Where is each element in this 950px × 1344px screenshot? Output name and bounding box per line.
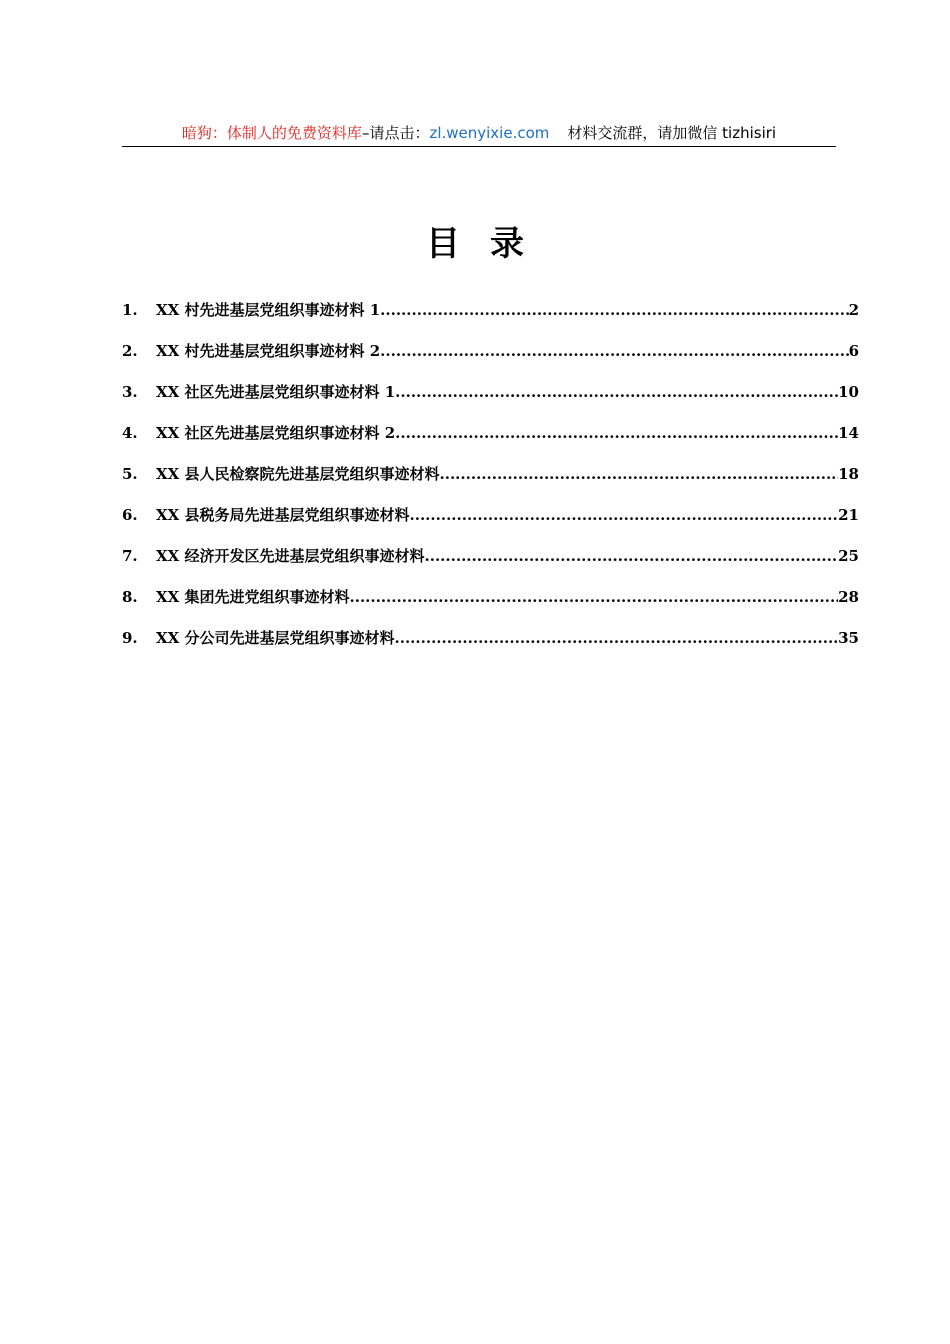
toc-entry-6[interactable] <box>122 503 859 544</box>
toc-entry-title: XX 社区先进基层党组织事迹材料 2 <box>156 424 396 442</box>
toc-entry-title: XX 经济开发区先进基层党组织事迹材料 <box>156 547 425 565</box>
header-url-link[interactable]: zl.wenyixie.com <box>429 124 550 142</box>
page-title: 目录 <box>426 224 554 264</box>
toc-entry-page: 18 <box>838 465 859 483</box>
toc-leader-dots <box>395 421 838 445</box>
toc-entry-4[interactable] <box>122 421 859 462</box>
toc-entry-2[interactable] <box>122 339 859 380</box>
toc-leader-dots <box>395 626 839 650</box>
toc-entry-title: XX 县税务局先进基层党组织事迹材料 <box>156 506 410 524</box>
toc-entry-5[interactable] <box>122 462 859 503</box>
toc-entry-title: XX 社区先进基层党组织事迹材料 1 <box>156 383 396 401</box>
toc-entry-1[interactable] <box>122 298 859 339</box>
toc-entry-8[interactable] <box>122 585 859 626</box>
table-of-contents <box>122 298 859 667</box>
toc-entry-page: 6 <box>848 342 859 360</box>
header-group-text: 材料交流群，请加微信 tizhisiri <box>567 124 777 142</box>
toc-entry-number: 5. <box>122 465 138 483</box>
header-site-name: 暗狗：体制人的免费资料库 <box>181 124 362 142</box>
toc-leader-dots <box>425 544 839 568</box>
toc-entry-7[interactable] <box>122 544 859 585</box>
toc-entry-9[interactable] <box>122 626 859 667</box>
toc-leader-dots <box>395 380 838 404</box>
toc-entry-number: 6. <box>122 506 138 524</box>
toc-entry-page: 2 <box>848 301 859 319</box>
toc-entry-number: 2. <box>122 342 138 360</box>
toc-entry-title: XX 村先进基层党组织事迹材料 2 <box>156 342 381 360</box>
toc-entry-page: 35 <box>838 629 859 647</box>
toc-entry-number: 9. <box>122 629 138 647</box>
page-header <box>122 122 836 147</box>
toc-entry-page: 14 <box>838 424 859 442</box>
toc-entry-3[interactable] <box>122 380 859 421</box>
toc-entry-title: XX 集团先进党组织事迹材料 <box>156 588 350 606</box>
toc-entry-number: 8. <box>122 588 138 606</box>
toc-leader-dots <box>380 298 848 322</box>
toc-entry-page: 25 <box>838 547 859 565</box>
toc-entry-title: XX 县人民检察院先进基层党组织事迹材料 <box>156 465 440 483</box>
toc-leader-dots <box>380 339 848 363</box>
toc-entry-title: XX 分公司先进基层党组织事迹材料 <box>156 629 395 647</box>
toc-entry-number: 4. <box>122 424 138 442</box>
toc-entry-page: 28 <box>838 588 859 606</box>
toc-leader-dots <box>410 503 839 527</box>
toc-entry-number: 7. <box>122 547 138 565</box>
toc-entry-page: 21 <box>838 506 859 524</box>
toc-leader-dots <box>350 585 839 609</box>
header-prompt: –请点击： <box>361 124 430 142</box>
toc-entry-number: 3. <box>122 383 138 401</box>
toc-leader-dots <box>440 462 839 486</box>
toc-entry-page: 10 <box>838 383 859 401</box>
toc-entry-number: 1. <box>122 301 138 319</box>
toc-entry-title: XX 村先进基层党组织事迹材料 1 <box>156 301 381 319</box>
